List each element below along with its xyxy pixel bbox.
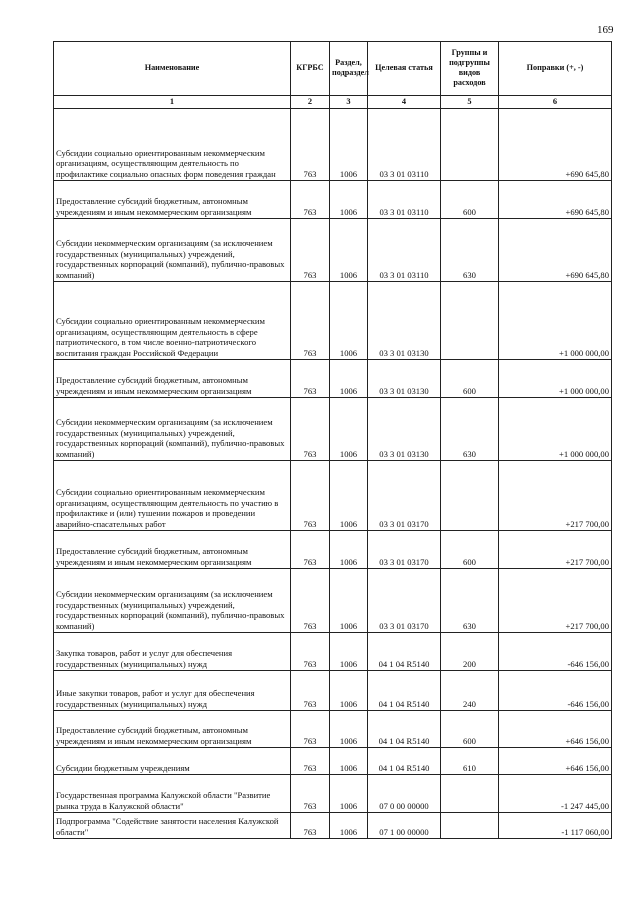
header-name: Наименование	[54, 42, 291, 96]
row-amount: +690 645,80	[499, 181, 612, 219]
row-section: 1006	[330, 219, 368, 282]
row-name: Государственная программа Калужской области "Развитие рынка труда в Калужской области"	[54, 775, 291, 813]
row-group	[441, 461, 499, 531]
row-target: 04 1 04 R5140	[368, 671, 441, 711]
header-target: Целевая статья	[368, 42, 441, 96]
budget-table	[53, 41, 612, 839]
table-row	[54, 775, 612, 813]
row-kgrbs: 763	[291, 569, 330, 633]
column-number: 1	[54, 96, 291, 109]
row-section: 1006	[330, 282, 368, 360]
table-row	[54, 461, 612, 531]
row-group	[441, 109, 499, 181]
row-name: Субсидии социально ориентированным некоммерческим организациям, осуществляющим деятельность в сфере патриотического, в том числе военно-патриотического воспитания граждан Российской Федерации	[54, 282, 291, 360]
column-number: 6	[499, 96, 612, 109]
row-amount: +217 700,00	[499, 461, 612, 531]
table-row	[54, 633, 612, 671]
row-kgrbs: 763	[291, 461, 330, 531]
row-kgrbs: 763	[291, 633, 330, 671]
row-amount: -646 156,00	[499, 633, 612, 671]
row-target: 03 3 01 03170	[368, 461, 441, 531]
row-section: 1006	[330, 671, 368, 711]
table-row	[54, 282, 612, 360]
header-section: Раздел, подраздел	[330, 42, 368, 96]
header-groups: Группы и подгруппы видов расходов	[441, 42, 499, 96]
row-kgrbs: 763	[291, 671, 330, 711]
column-number: 4	[368, 96, 441, 109]
row-target: 07 0 00 00000	[368, 775, 441, 813]
row-name: Предоставление субсидий бюджетным, автономным учреждениям и иным некоммерческим организациям	[54, 531, 291, 569]
row-amount: -646 156,00	[499, 671, 612, 711]
row-section: 1006	[330, 813, 368, 839]
row-amount: +217 700,00	[499, 569, 612, 633]
column-number: 5	[441, 96, 499, 109]
row-group: 600	[441, 360, 499, 398]
row-name: Предоставление субсидий бюджетным, автономным учреждениям и иным некоммерческим организациям	[54, 181, 291, 219]
row-group: 600	[441, 711, 499, 748]
row-section: 1006	[330, 633, 368, 671]
row-section: 1006	[330, 109, 368, 181]
row-kgrbs: 763	[291, 219, 330, 282]
row-target: 04 1 04 R5140	[368, 711, 441, 748]
table-header-row	[54, 42, 612, 96]
row-group: 610	[441, 748, 499, 775]
row-target: 03 3 01 03130	[368, 398, 441, 461]
row-amount: -1 117 060,00	[499, 813, 612, 839]
row-section: 1006	[330, 775, 368, 813]
row-name: Субсидии некоммерческим организациям (за исключением государственных (муниципальных) учреждений, государственных корпораций (компаний), публично-правовых компаний)	[54, 569, 291, 633]
row-amount: +1 000 000,00	[499, 360, 612, 398]
row-kgrbs: 763	[291, 813, 330, 839]
row-group: 600	[441, 531, 499, 569]
row-target: 03 3 01 03110	[368, 181, 441, 219]
row-target: 03 3 01 03170	[368, 531, 441, 569]
table-row	[54, 748, 612, 775]
row-target: 03 3 01 03110	[368, 219, 441, 282]
row-group: 630	[441, 569, 499, 633]
header-amendments: Поправки (+, -)	[499, 42, 612, 96]
row-kgrbs: 763	[291, 775, 330, 813]
row-kgrbs: 763	[291, 398, 330, 461]
table-row	[54, 398, 612, 461]
row-group: 600	[441, 181, 499, 219]
table-row	[54, 569, 612, 633]
row-target: 04 1 04 R5140	[368, 748, 441, 775]
row-kgrbs: 763	[291, 282, 330, 360]
row-name: Субсидии социально ориентированным некоммерческим организациям, осуществляющим деятельность по профилактике социально опасных форм поведения граждан	[54, 109, 291, 181]
row-amount: -1 247 445,00	[499, 775, 612, 813]
row-name: Предоставление субсидий бюджетным, автономным учреждениям и иным некоммерческим организациям	[54, 711, 291, 748]
row-amount: +646 156,00	[499, 748, 612, 775]
table-row	[54, 531, 612, 569]
row-amount: +1 000 000,00	[499, 282, 612, 360]
row-target: 07 1 00 00000	[368, 813, 441, 839]
header-kgrbs: КГРБС	[291, 42, 330, 96]
column-number-row	[54, 96, 612, 109]
row-name: Подпрограмма "Содействие занятости населения Калужской области"	[54, 813, 291, 839]
row-kgrbs: 763	[291, 360, 330, 398]
row-section: 1006	[330, 569, 368, 633]
column-number: 3	[330, 96, 368, 109]
row-kgrbs: 763	[291, 181, 330, 219]
row-group: 630	[441, 219, 499, 282]
row-target: 03 3 01 03130	[368, 282, 441, 360]
row-group	[441, 813, 499, 839]
row-section: 1006	[330, 748, 368, 775]
row-name: Субсидии бюджетным учреждениям	[54, 748, 291, 775]
row-kgrbs: 763	[291, 109, 330, 181]
row-section: 1006	[330, 181, 368, 219]
row-target: 03 3 01 03170	[368, 569, 441, 633]
row-amount: +690 645,80	[499, 109, 612, 181]
row-group: 200	[441, 633, 499, 671]
row-name: Субсидии некоммерческим организациям (за исключением государственных (муниципальных) учреждений, государственных корпораций (компаний), публично-правовых компаний)	[54, 219, 291, 282]
table-row	[54, 813, 612, 839]
page-number: 169	[597, 24, 614, 36]
row-target: 04 1 04 R5140	[368, 633, 441, 671]
row-target: 03 3 01 03130	[368, 360, 441, 398]
row-group	[441, 775, 499, 813]
row-section: 1006	[330, 711, 368, 748]
row-group: 240	[441, 671, 499, 711]
table-row	[54, 711, 612, 748]
row-name: Субсидии социально ориентированным некоммерческим организациям, осуществляющим деятельность по участию в профилактике и (или) тушении пожаров и проведении аварийно-спасательных работ	[54, 461, 291, 531]
column-number: 2	[291, 96, 330, 109]
table-row	[54, 671, 612, 711]
row-name: Субсидии некоммерческим организациям (за исключением государственных (муниципальных) учреждений, государственных корпораций (компаний), публично-правовых компаний)	[54, 398, 291, 461]
row-section: 1006	[330, 398, 368, 461]
row-group: 630	[441, 398, 499, 461]
table-row	[54, 360, 612, 398]
row-name: Иные закупки товаров, работ и услуг для обеспечения государственных (муниципальных) нужд	[54, 671, 291, 711]
row-target: 03 3 01 03110	[368, 109, 441, 181]
row-section: 1006	[330, 360, 368, 398]
row-amount: +646 156,00	[499, 711, 612, 748]
row-name: Закупка товаров, работ и услуг для обеспечения государственных (муниципальных) нужд	[54, 633, 291, 671]
row-section: 1006	[330, 461, 368, 531]
table-row	[54, 181, 612, 219]
row-name: Предоставление субсидий бюджетным, автономным учреждениям и иным некоммерческим организациям	[54, 360, 291, 398]
table-row	[54, 219, 612, 282]
row-section: 1006	[330, 531, 368, 569]
row-group	[441, 282, 499, 360]
row-kgrbs: 763	[291, 711, 330, 748]
table-row	[54, 109, 612, 181]
row-kgrbs: 763	[291, 748, 330, 775]
row-kgrbs: 763	[291, 531, 330, 569]
row-amount: +690 645,80	[499, 219, 612, 282]
row-amount: +217 700,00	[499, 531, 612, 569]
row-amount: +1 000 000,00	[499, 398, 612, 461]
